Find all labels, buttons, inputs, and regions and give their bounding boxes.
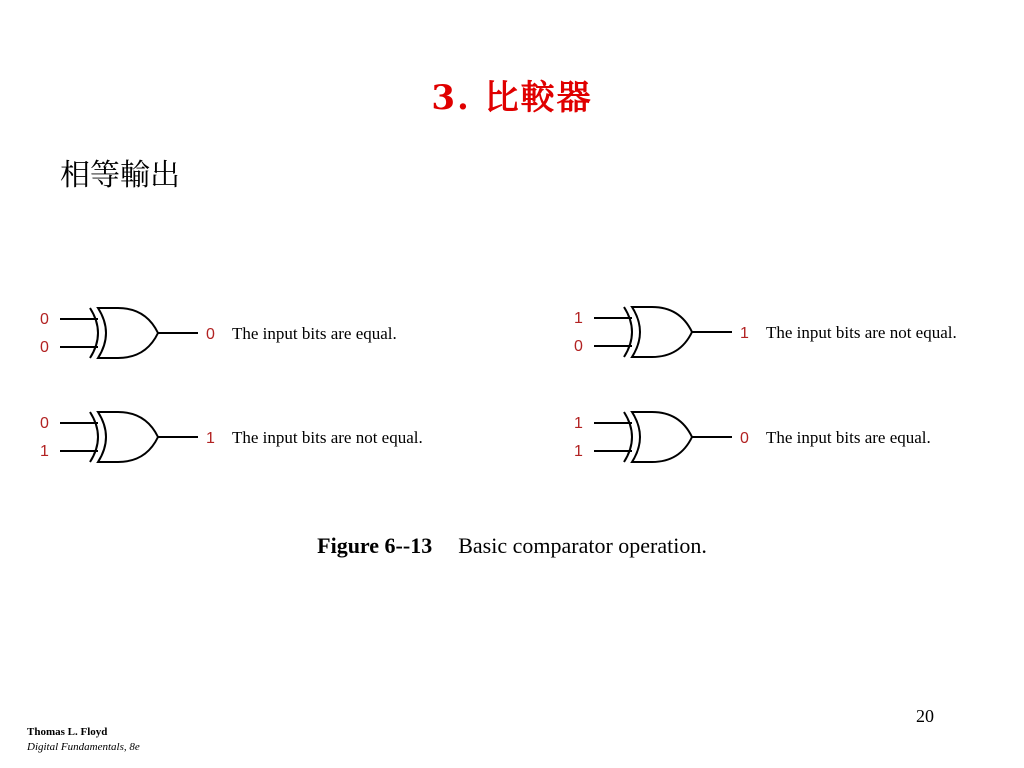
gate-3-output: 1 xyxy=(206,430,215,447)
figure-number: Figure 6--13 xyxy=(317,533,433,558)
gate-2-description: The input bits are not equal. xyxy=(766,323,957,342)
slide-subtitle: 相等輸出 xyxy=(60,158,180,193)
gate-4-description: The input bits are equal. xyxy=(766,428,931,447)
xor-gate-2 xyxy=(574,307,957,357)
slide-title: 3. 比較器 xyxy=(431,78,593,118)
footer-author: Thomas L. Floyd xyxy=(27,726,108,738)
xor-gate-3 xyxy=(40,412,423,462)
gate-2-input-a: 1 xyxy=(574,310,583,327)
xor-gate-4 xyxy=(574,412,931,462)
figure-caption-text: Basic comparator operation. xyxy=(458,533,707,558)
figure-caption xyxy=(0,533,1024,559)
gate-4-output: 0 xyxy=(740,430,749,447)
gate-1-description: The input bits are equal. xyxy=(232,324,397,343)
gate-1-input-a: 0 xyxy=(40,311,49,328)
footer-book: Digital Fundamentals, 8e xyxy=(27,741,140,753)
gate-4-input-b: 1 xyxy=(574,443,583,460)
footer xyxy=(27,725,140,755)
gate-1-output: 0 xyxy=(206,326,215,343)
gate-4-input-a: 1 xyxy=(574,415,583,432)
gate-2-input-b: 0 xyxy=(574,338,583,355)
gate-2-output: 1 xyxy=(740,325,749,342)
page-number: 20 xyxy=(916,706,934,726)
gate-3-input-a: 0 xyxy=(40,415,49,432)
gate-3-input-b: 1 xyxy=(40,443,49,460)
gate-1-input-b: 0 xyxy=(40,339,49,356)
gate-3-description: The input bits are not equal. xyxy=(232,428,423,447)
xor-gate-1 xyxy=(40,308,397,358)
